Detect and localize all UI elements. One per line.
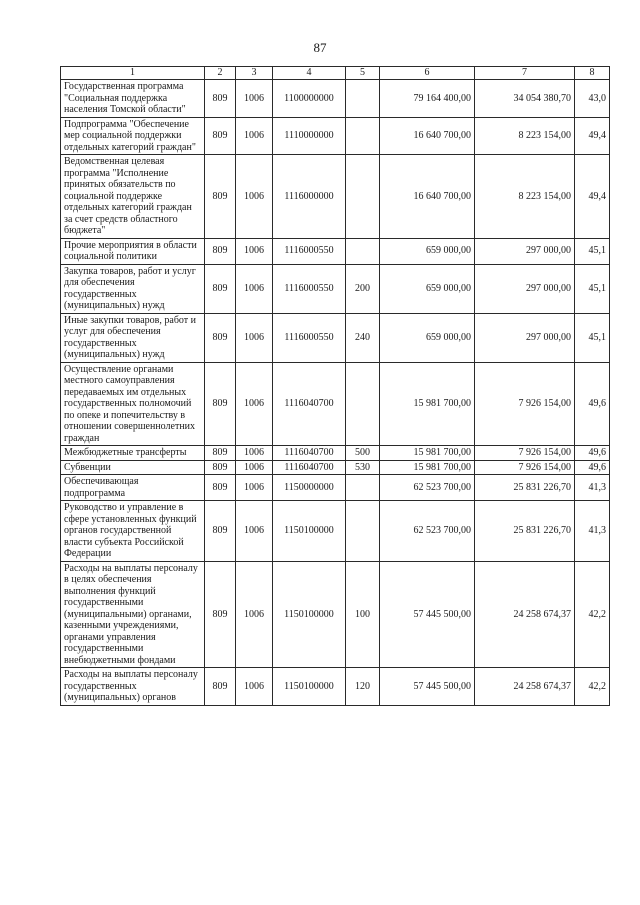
column-header: 6 [380,67,475,80]
row-code-4-cell: 1116000000 [273,155,346,239]
row-code-4-cell: 1116040700 [273,460,346,475]
row-actual-amount-cell: 7 926 154,00 [475,460,575,475]
row-code-3-cell: 1006 [236,475,273,501]
row-code-5-cell [346,117,380,155]
row-code-3-cell: 1006 [236,446,273,461]
row-name-cell: Закупка товаров, работ и услуг для обеспечения государственных (муниципальных) нужд [61,264,205,313]
row-percent-cell: 45,1 [575,264,610,313]
table-row [61,238,610,264]
row-code-2-cell: 809 [205,501,236,562]
row-plan-amount-cell: 62 523 700,00 [380,475,475,501]
row-percent-cell: 49,4 [575,155,610,239]
column-header: 8 [575,67,610,80]
row-code-4-cell: 1150100000 [273,561,346,668]
table-body [61,80,610,706]
row-plan-amount-cell: 15 981 700,00 [380,362,475,446]
table-row [61,117,610,155]
row-plan-amount-cell: 659 000,00 [380,313,475,362]
row-code-4-cell: 1110000000 [273,117,346,155]
column-header: 4 [273,67,346,80]
row-percent-cell: 49,4 [575,117,610,155]
row-actual-amount-cell: 34 054 380,70 [475,80,575,118]
row-code-5-cell [346,475,380,501]
row-name-cell: Обеспечивающая подпрограмма [61,475,205,501]
row-name-cell: Руководство и управление в сфере установленных функций органов государственной власти субъекта Российской Федерации [61,501,205,562]
row-code-2-cell: 809 [205,264,236,313]
row-code-3-cell: 1006 [236,80,273,118]
row-code-3-cell: 1006 [236,501,273,562]
row-code-3-cell: 1006 [236,238,273,264]
table-row [61,501,610,562]
row-percent-cell: 45,1 [575,238,610,264]
row-percent-cell: 49,6 [575,460,610,475]
page-number: 87 [313,40,327,55]
row-name-cell: Осуществление органами местного самоуправления передаваемых им отдельных государственных полномочий по опеке и попечительству в отношении совершеннолетних граждан [61,362,205,446]
row-plan-amount-cell: 15 981 700,00 [380,460,475,475]
budget-table [60,66,610,706]
row-plan-amount-cell: 79 164 400,00 [380,80,475,118]
column-header: 5 [346,67,380,80]
row-percent-cell: 42,2 [575,561,610,668]
row-code-4-cell: 1150100000 [273,668,346,706]
row-code-4-cell: 1100000000 [273,80,346,118]
row-percent-cell: 49,6 [575,446,610,461]
row-name-cell: Расходы на выплаты персоналу государственных (муниципальных) органов [61,668,205,706]
row-code-3-cell: 1006 [236,460,273,475]
row-percent-cell: 41,3 [575,501,610,562]
row-actual-amount-cell: 25 831 226,70 [475,501,575,562]
column-header: 7 [475,67,575,80]
row-plan-amount-cell: 16 640 700,00 [380,117,475,155]
row-code-2-cell: 809 [205,362,236,446]
row-code-5-cell: 530 [346,460,380,475]
row-plan-amount-cell: 62 523 700,00 [380,501,475,562]
row-name-cell: Иные закупки товаров, работ и услуг для обеспечения государственных (муниципальных) нужд [61,313,205,362]
row-code-5-cell [346,155,380,239]
row-code-3-cell: 1006 [236,362,273,446]
row-code-5-cell: 100 [346,561,380,668]
row-code-2-cell: 809 [205,446,236,461]
row-code-4-cell: 1150100000 [273,501,346,562]
row-code-4-cell: 1116000550 [273,238,346,264]
row-code-2-cell: 809 [205,561,236,668]
row-code-4-cell: 1116040700 [273,362,346,446]
row-code-3-cell: 1006 [236,313,273,362]
row-actual-amount-cell: 7 926 154,00 [475,362,575,446]
row-code-2-cell: 809 [205,80,236,118]
column-header: 1 [61,67,205,80]
row-code-4-cell: 1116040700 [273,446,346,461]
row-percent-cell: 45,1 [575,313,610,362]
column-header: 3 [236,67,273,80]
row-name-cell: Субвенции [61,460,205,475]
row-plan-amount-cell: 659 000,00 [380,238,475,264]
table-header-row [61,67,610,80]
row-code-2-cell: 809 [205,475,236,501]
row-name-cell: Межбюджетные трансферты [61,446,205,461]
row-code-2-cell: 809 [205,313,236,362]
table-row [61,313,610,362]
row-percent-cell: 43,0 [575,80,610,118]
row-code-3-cell: 1006 [236,668,273,706]
row-actual-amount-cell: 7 926 154,00 [475,446,575,461]
row-actual-amount-cell: 24 258 674,37 [475,668,575,706]
row-name-cell: Ведомственная целевая программа "Исполнение принятых обязательств по социальной поддержке отдельных категорий граждан за счет средств областного бюджета" [61,155,205,239]
row-code-3-cell: 1006 [236,561,273,668]
row-code-2-cell: 809 [205,668,236,706]
row-code-5-cell [346,238,380,264]
row-percent-cell: 49,6 [575,362,610,446]
row-actual-amount-cell: 297 000,00 [475,264,575,313]
row-name-cell: Подпрограмма "Обеспечение мер социальной поддержки отдельных категорий граждан" [61,117,205,155]
row-actual-amount-cell: 24 258 674,37 [475,561,575,668]
row-name-cell: Расходы на выплаты персоналу в целях обеспечения выполнения функций государственными (муниципальными) органами, казенными учреждениями, органами управления государственными внебюджетными фондами [61,561,205,668]
row-actual-amount-cell: 25 831 226,70 [475,475,575,501]
table-row [61,80,610,118]
row-actual-amount-cell: 297 000,00 [475,238,575,264]
row-plan-amount-cell: 57 445 500,00 [380,561,475,668]
row-code-3-cell: 1006 [236,155,273,239]
row-actual-amount-cell: 8 223 154,00 [475,155,575,239]
row-code-5-cell: 120 [346,668,380,706]
row-code-5-cell [346,80,380,118]
row-code-4-cell: 1150000000 [273,475,346,501]
row-plan-amount-cell: 57 445 500,00 [380,668,475,706]
row-name-cell: Государственная программа "Социальная поддержка населения Томской области" [61,80,205,118]
row-name-cell: Прочие мероприятия в области социальной политики [61,238,205,264]
row-code-3-cell: 1006 [236,117,273,155]
table-row [61,155,610,239]
row-code-3-cell: 1006 [236,264,273,313]
table-row [61,460,610,475]
row-code-5-cell [346,501,380,562]
table-row [61,446,610,461]
column-header: 2 [205,67,236,80]
row-code-5-cell: 200 [346,264,380,313]
table-row [61,475,610,501]
row-code-5-cell [346,362,380,446]
table-row [61,668,610,706]
row-percent-cell: 41,3 [575,475,610,501]
row-code-2-cell: 809 [205,117,236,155]
row-percent-cell: 42,2 [575,668,610,706]
row-code-4-cell: 1116000550 [273,264,346,313]
row-code-5-cell: 500 [346,446,380,461]
row-code-2-cell: 809 [205,238,236,264]
row-code-2-cell: 809 [205,460,236,475]
row-code-4-cell: 1116000550 [273,313,346,362]
row-code-2-cell: 809 [205,155,236,239]
row-plan-amount-cell: 16 640 700,00 [380,155,475,239]
row-actual-amount-cell: 297 000,00 [475,313,575,362]
row-actual-amount-cell: 8 223 154,00 [475,117,575,155]
table-row [61,362,610,446]
table-row [61,264,610,313]
row-plan-amount-cell: 15 981 700,00 [380,446,475,461]
table-row [61,561,610,668]
row-plan-amount-cell: 659 000,00 [380,264,475,313]
row-code-5-cell: 240 [346,313,380,362]
